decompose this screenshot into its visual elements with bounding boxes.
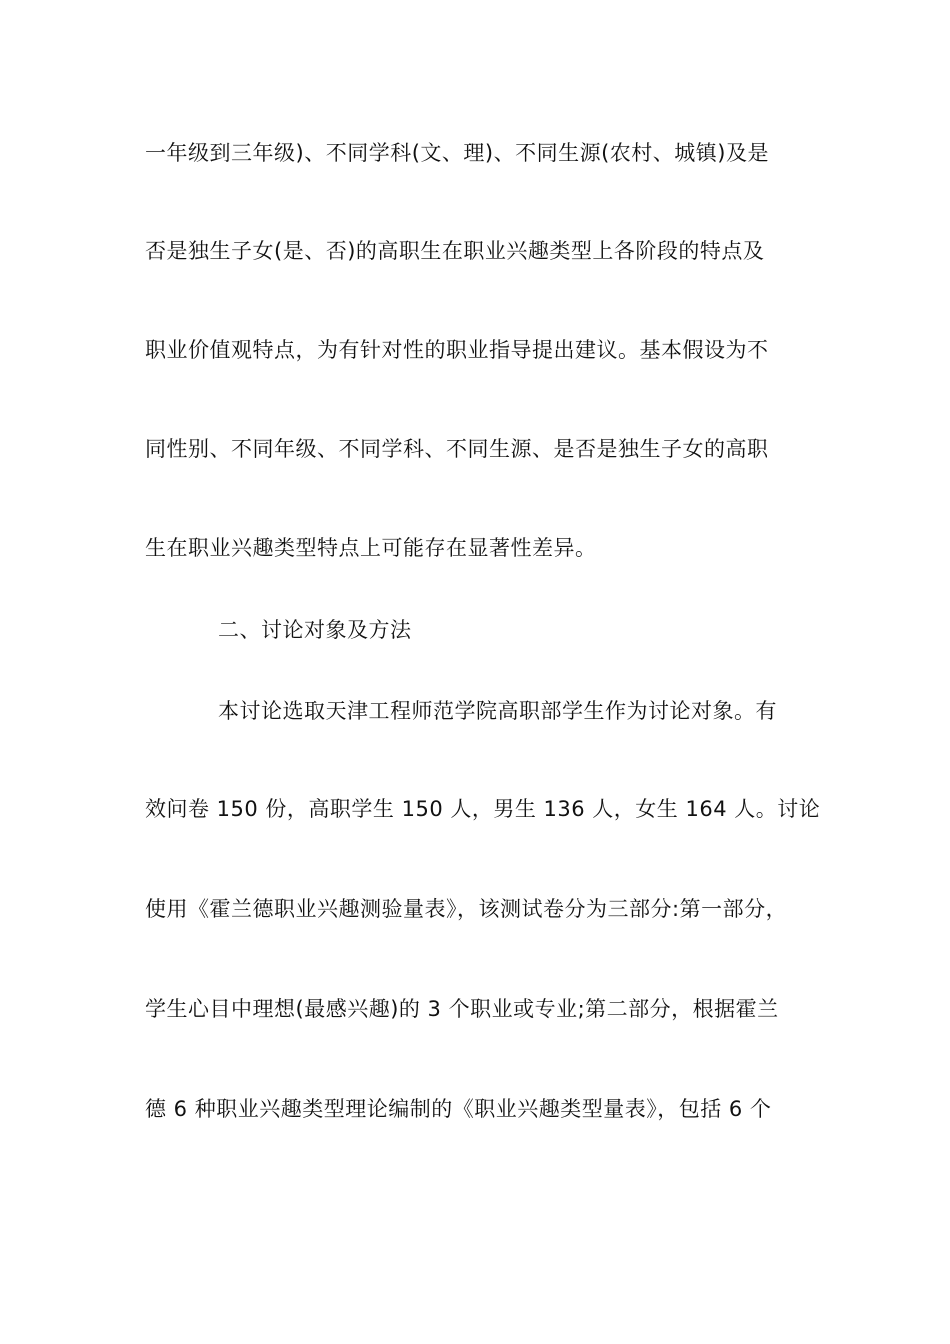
paragraph-line-8: 使用《霍兰德职业兴趣测验量表》，该测试卷分为三部分:第一部分， [145, 897, 788, 921]
paragraph-line-6: 本讨论选取天津工程师范学院高职部学生作为讨论对象。有 [218, 699, 777, 723]
paragraph-line-5: 生在职业兴趣类型特点上可能存在显著性差异。 [145, 536, 597, 560]
paragraph-line-10: 德 6 种职业兴趣类型理论编制的《职业兴趣类型量表》，包括 6 个 [145, 1097, 772, 1121]
paragraph-line-2: 否是独生子女(是、否)的高职生在职业兴趣类型上各阶段的特点及 [145, 239, 765, 263]
paragraph-line-1: 一年级到三年级)、不同学科(文、理)、不同生源(农村、城镇)及是 [145, 141, 769, 165]
paragraph-line-9: 学生心目中理想(最感兴趣)的 3 个职业或专业;第二部分，根据霍兰 [145, 997, 779, 1021]
paragraph-line-7: 效问卷 150 份，高职学生 150 人，男生 136 人，女生 164 人。讨论 [145, 797, 821, 821]
paragraph-line-3: 职业价值观特点，为有针对性的职业指导提出建议。基本假设为不 [145, 338, 769, 362]
paragraph-line-4: 同性别、不同年级、不同学科、不同生源、是否是独生子女的高职 [145, 437, 769, 461]
section-heading: 二、讨论对象及方法 [218, 618, 412, 642]
